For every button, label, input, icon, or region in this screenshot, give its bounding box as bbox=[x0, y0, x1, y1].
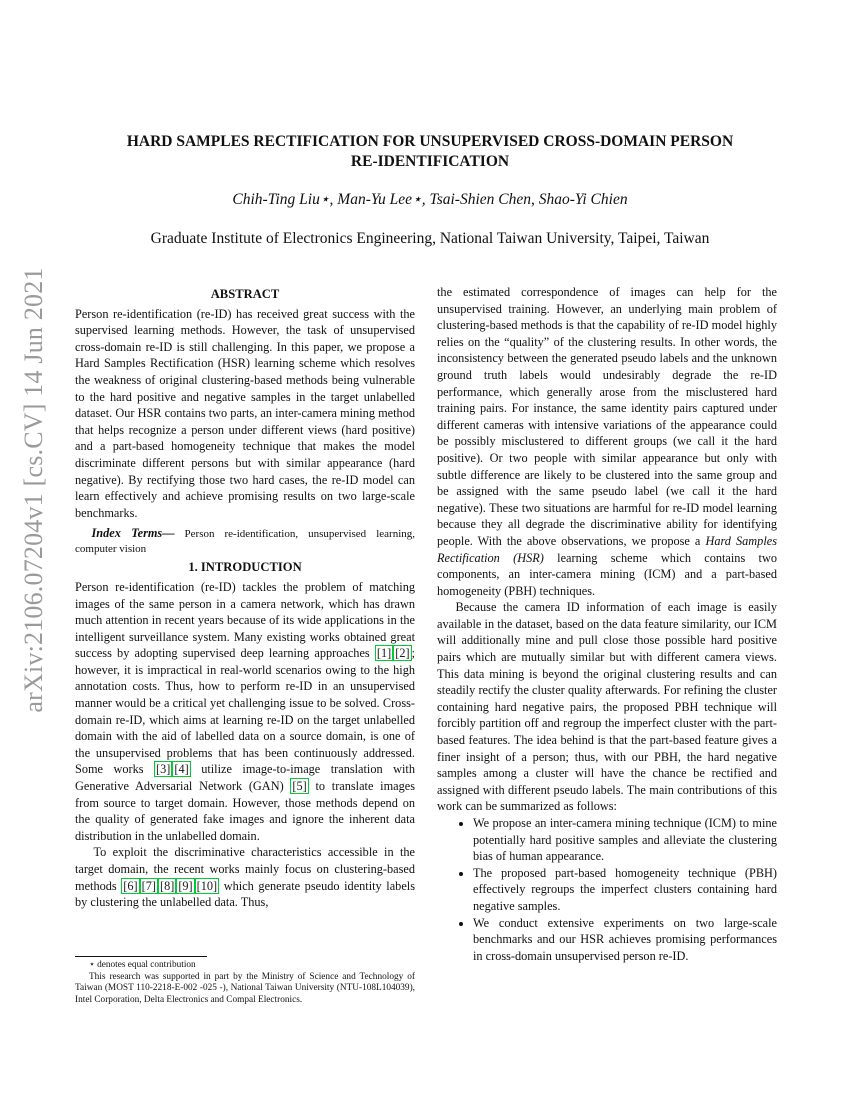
contribution-item: • We propose an inter-camera mining technique (ICM) to mine potentially hard positive samples and alleviate the clustering bias of human appearance. bbox=[473, 815, 777, 865]
citation-1[interactable]: [1] bbox=[376, 646, 392, 661]
citation-6[interactable]: [6] bbox=[123, 878, 138, 893]
arxiv-identifier-text: arXiv:2106.07204v1 [cs.CV] 14 Jun 2021 bbox=[19, 267, 48, 713]
title-line-1: HARD SAMPLES RECTIFICATION FOR UNSUPERVISED CROSS-DOMAIN PERSON bbox=[126, 133, 734, 150]
citation-3[interactable]: [3] bbox=[156, 762, 171, 777]
intro-paragraph-2: To exploit the discriminative characteristics accessible in the target domain, the recent works mainly focus on clustering-based methods [6] [7] [8] [9] [10] which generate pseudo identity labels by clustering the unlabelled data. Thus, bbox=[75, 845, 415, 910]
contribution-item: • The proposed part-based homogeneity technique (PBH) effectively regroups the imperfect clusters containing hard negative samples. bbox=[473, 865, 777, 915]
footnote-divider bbox=[75, 956, 207, 957]
index-terms-label: Index Terms— bbox=[91, 526, 175, 541]
right-column bbox=[437, 284, 777, 964]
hsr-emphasis: Hard Samples Rectification (HSR) bbox=[437, 533, 777, 565]
footnote-funding: This research was supported in part by the Ministry of Science and Technology of Taiwan (MOST 110-2218-E-002 -025 -), National Taiwan University (NTU-108L104039), Intel Corporation, Delta Electronics and Compal Electronics. bbox=[75, 971, 415, 1005]
left-column bbox=[75, 284, 415, 911]
footnotes bbox=[75, 956, 415, 1006]
intro-paragraph-3: Because the camera ID information of each image is easily available in the dataset, based on the data feature similarity, our ICM will additionally mine and pull close those possible hard positive pairs which are mutually similar but with different camera views. This data mining is beyond the original clustering results and can steadily rectify the cluster quality afterwards. For refining the cluster containing hard negative pairs, the proposed PBH technique will forcibly partition off and regroup the imperfect cluster with the part-based features. The idea behind is that the part-based feature gives a finer insight of a person; thus, with our PBH, the hard negative samples among a cluster will have the chance be rectified and assigned with different pseudo labels. The main contributions of this work can be summarized as follows: bbox=[437, 600, 777, 814]
contribution-item: • We conduct extensive experiments on two large-scale benchmarks and our HSR achieves promising performances in cross-domain unsupervised person re-ID. bbox=[473, 915, 777, 965]
citation-4[interactable]: [4] bbox=[174, 762, 189, 777]
citation-5[interactable]: [5] bbox=[292, 779, 307, 794]
footnote-equal-contribution: ⋆ denotes equal contribution bbox=[88, 960, 196, 970]
paper-title bbox=[90, 132, 770, 172]
contributions-list bbox=[437, 815, 777, 964]
arxiv-side-identifier bbox=[14, 260, 54, 720]
affiliation: Graduate Institute of Electronics Engineering, National Taiwan University, Taipei, Taiwan bbox=[150, 230, 710, 247]
author-list: Chih-Ting Liu⋆, Man-Yu Lee⋆, Tsai-Shien Chen, Shao-Yi Chien bbox=[232, 191, 628, 208]
intro-paragraph-2-continued: the estimated correspondence of images can help for the unsupervised training. However, an underlying main problem of clustering-based methods is that the capability of re-ID model highly relies on the “quality” of the clustering results. In other words, the inconsistency between the generated pseudo labels and the unknown ground truth labels would undesirably degrade the re-ID performance, which generally arose from the misclustered hard training pairs. For instance, the same identity pairs captured under different cameras with intensive variations of the appearance could be possibly misclustered to different groups (we call it the hard positive). Or two people with similar appearance but only with subtle difference are likely to be clustered into the same group and be assigned with the same pseudo label (we call it the hard negative). These two situations are harmful for re-ID model learning because they all degrade the discriminative ability for identifying people. With the above observations, we propose a Hard Samples Rectification (HSR) learning scheme which contains two components, an inter-camera mining (ICM) and a part-based homogeneity (PBH) techniques. bbox=[437, 285, 777, 598]
citation-7[interactable]: [7] bbox=[141, 878, 156, 893]
abstract-heading: ABSTRACT bbox=[210, 287, 280, 301]
citation-9[interactable]: [9] bbox=[178, 878, 193, 893]
citation-2[interactable]: [2] bbox=[395, 646, 410, 661]
citation-8[interactable]: [8] bbox=[159, 878, 175, 893]
introduction-heading: 1. INTRODUCTION bbox=[188, 560, 302, 575]
index-terms bbox=[75, 526, 415, 556]
title-line-2: RE-IDENTIFICATION bbox=[350, 153, 510, 170]
index-terms-text: Person re-identification, unsupervised learning, computer vision bbox=[75, 528, 416, 555]
citation-10[interactable]: [10] bbox=[196, 878, 218, 893]
intro-paragraph-1: Person re-identification (re-ID) tackles the problem of matching images of the same person in a camera network, which has drawn much attention in recent years because of its wide applications in the intelligent surveillance system. Many existing works obtained great success by adopting supervised deep learning approaches [1] [2] ; however, it is impractical in real-world scenarios owing to the high annotation costs. Thus, how to perform re-ID in an unsupervised manner would be a critical yet challenging issue to be solved. Cross-domain re-ID, which aims at learning re-ID on the target unlabelled domain with the aid of labelled data on a source domain, is one of the unsupervised problems that has been continuously addressed. Some works [3] [4] utilize image-to-image translation with Generative Adversarial Network (GAN) [5] to translate images from source to target domain. However, those methods depend on the quality of generated fake images and ignore the inherent data distribution in the unlabelled domain. bbox=[75, 579, 415, 843]
abstract-body: Person re-identification (re-ID) has received great success with the supervised learning methods. However, the task of unsupervised cross-domain re-ID is still challenging. In this paper, we propose a Hard Samples Rectification (HSR) learning scheme which resolves the weakness of original clustering-based methods being vulnerable to the hard positive and negative samples in the target unlabelled dataset. Our HSR contains two parts, an inter-camera mining method that helps recognize a person under different views (hard positive) and a part-based homogeneity technique that makes the model discriminate different persons but with similar appearance (hard negative). By rectifying those two hard cases, the re-ID model can learn effectively and achieve promising results on two large-scale benchmarks. bbox=[75, 306, 415, 520]
